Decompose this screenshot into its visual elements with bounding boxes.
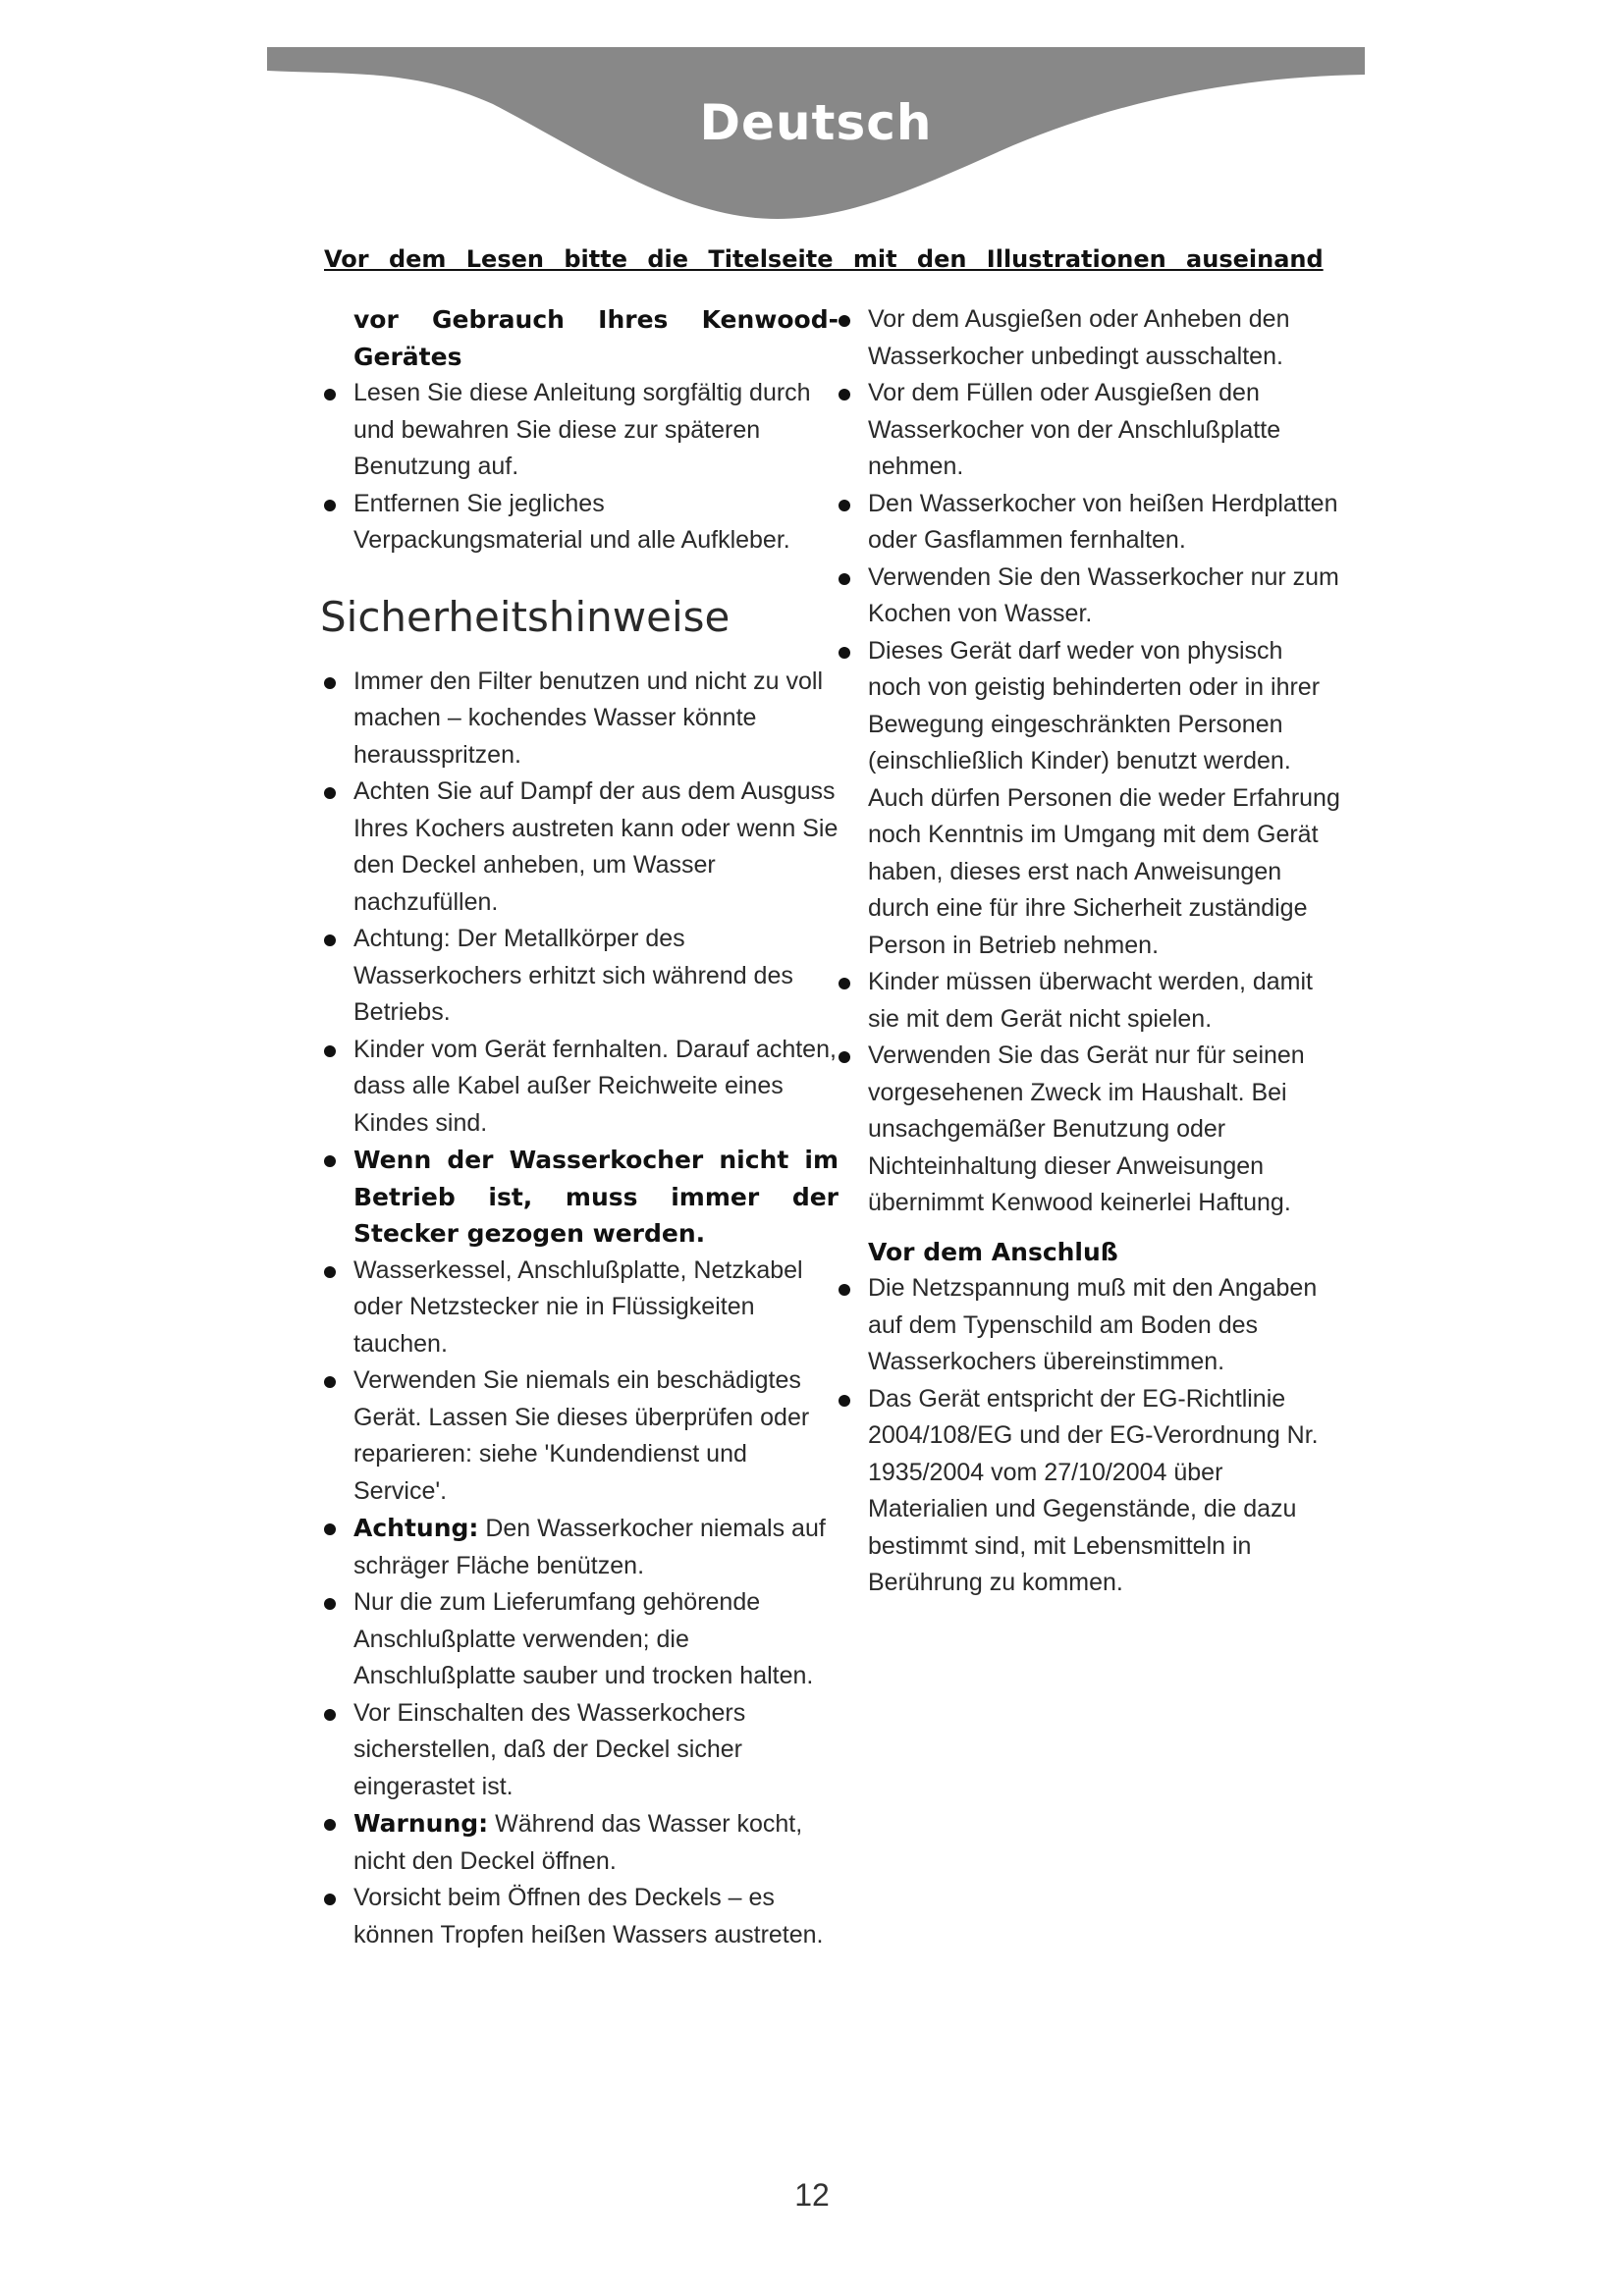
list-item: Nur die zum Lieferumfang gehörende Anschlußplatte verwenden; die Anschlußplatte sauber und trocken halten. <box>316 1584 839 1695</box>
list-item: Achten Sie auf Dampf der aus dem Ausguss Ihres Kochers austreten kann oder wenn Sie den Deckel anheben, um Wasser nachzufüllen. <box>316 774 839 921</box>
connection-list <box>831 1270 1341 1602</box>
safety-list <box>316 664 839 1954</box>
before-use-list <box>316 375 839 560</box>
list-item: Vor dem Ausgießen oder Anheben den Wasserkocher unbedingt ausschalten. <box>831 301 1341 375</box>
list-item-warning <box>316 1510 839 1584</box>
warning-label: Warnung: <box>353 1809 489 1839</box>
list-item: Verwenden Sie niemals ein beschädigtes Gerät. Lassen Sie dieses überprüfen oder reparieren: siehe 'Kundendienst und Service'. <box>316 1362 839 1510</box>
list-item: Kinder müssen überwacht werden, damit sie mit dem Gerät nicht spielen. <box>831 964 1341 1038</box>
list-item: Lesen Sie diese Anleitung sorgfältig durch und bewahren Sie diese zur späteren Benutzung auf. <box>316 375 839 486</box>
warning-text: Während das Wasser kocht, nicht den Deckel öffnen. <box>353 1810 803 1875</box>
list-item-bold: Wenn der Wasserkocher nicht im Betrieb ist, muss immer der Stecker gezogen werden. <box>316 1142 839 1253</box>
list-item: Das Gerät entspricht der EG-Richtlinie 2004/108/EG und der EG-Verordnung Nr. 1935/2004 vom 27/10/2004 über Materialien und Gegenstände, die dazu bestimmt sind, mit Lebensmitteln in Berührung zu kommen. <box>831 1381 1341 1602</box>
list-item: Verwenden Sie das Gerät nur für seinen vorgesehenen Zweck im Haushalt. Bei unsachgemäßer Benutzung oder Nichteinhaltung dieser Anweisungen übernimmt Kenwood keinerlei Haftung. <box>831 1038 1341 1222</box>
list-item: Verwenden Sie den Wasserkocher nur zum Kochen von Wasser. <box>831 560 1341 633</box>
list-item: Achtung: Der Metallkörper des Wasserkochers erhitzt sich während des Betriebs. <box>316 921 839 1032</box>
page-number: 12 <box>794 2177 830 2213</box>
list-item: Vor Einschalten des Wasserkochers sicherstellen, daß der Deckel sicher eingerastet ist. <box>316 1695 839 1806</box>
list-item: Entfernen Sie jegliches Verpackungsmaterial und alle Aufkleber. <box>316 486 839 560</box>
list-item: Wasserkessel, Anschlußplatte, Netzkabel oder Netzstecker nie in Flüssigkeiten tauchen. <box>316 1253 839 1363</box>
list-item: Immer den Filter benutzen und nicht zu voll machen – kochendes Wasser könnte herausspritzen. <box>316 664 839 774</box>
list-item: Vor dem Füllen oder Ausgießen den Wasserkocher von der Anschlußplatte nehmen. <box>831 375 1341 486</box>
language-title: Deutsch <box>699 94 933 151</box>
left-column <box>316 301 839 1953</box>
warning-text: Den Wasserkocher niemals auf schräger Fläche benützen. <box>353 1515 826 1579</box>
list-item-warning <box>316 1805 839 1880</box>
list-item: Dieses Gerät darf weder von physisch noch von geistig behinderten oder in ihrer Bewegung eingeschränkten Personen (einschließlich Kinder) benutzt werden. Auch dürfen Personen die weder Erfahrung noch Kenntnis im Umgang mit dem Gerät haben, dieses erst nach Anweisungen durch eine für ihre Sicherheit zuständige Person in Betrieb nehmen. <box>831 633 1341 965</box>
connection-heading: Vor dem Anschluß <box>868 1237 1118 1266</box>
intro-instruction: Vor dem Lesen bitte die Titelseite mit den Illustrationen auseinand <box>324 245 1324 273</box>
warning-label: Achtung: <box>353 1514 479 1543</box>
list-item: Den Wasserkocher von heißen Herdplatten oder Gasflammen fernhalten. <box>831 486 1341 560</box>
language-banner <box>267 47 1365 243</box>
safety-section-title: Sicherheitshinweise <box>320 592 731 641</box>
list-item: Die Netzspannung muß mit den Angaben auf dem Typenschild am Boden des Wasserkochers übereinstimmen. <box>831 1270 1341 1381</box>
right-column <box>831 301 1341 1602</box>
safety-list-continued <box>831 301 1341 1222</box>
list-item: Vorsicht beim Öffnen des Deckels – es können Tropfen heißen Wassers austreten. <box>316 1880 839 1953</box>
list-item: Kinder vom Gerät fernhalten. Darauf achten, dass alle Kabel außer Reichweite eines Kindes sind. <box>316 1032 839 1143</box>
before-use-heading: vor Gebrauch Ihres Kenwood-Gerätes <box>353 305 839 371</box>
